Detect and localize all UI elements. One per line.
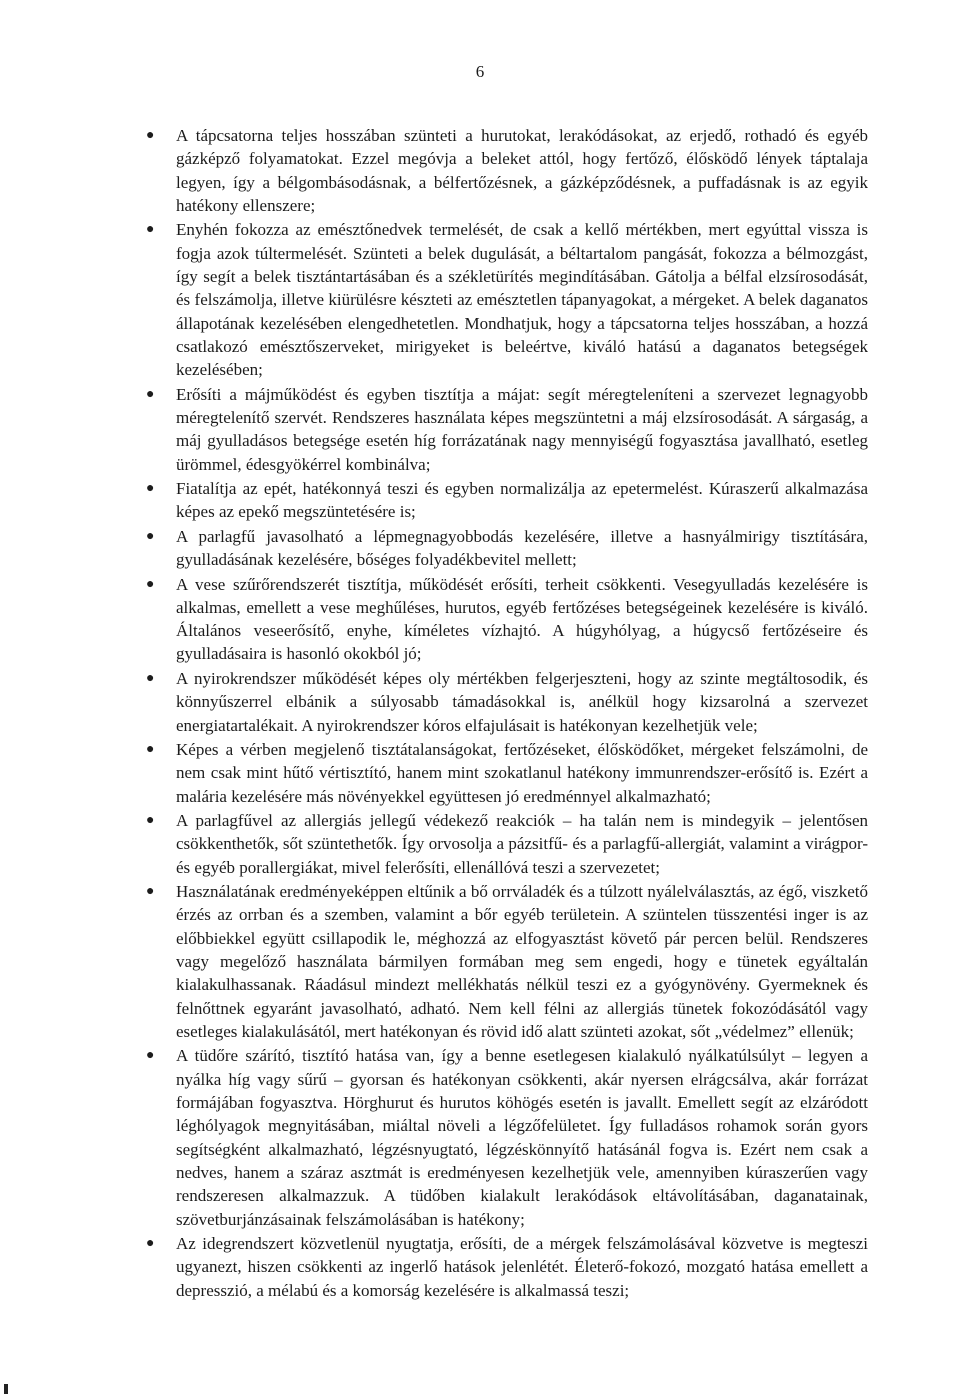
list-item-text: Képes a vérben megjelenő tisztátalanságokat, fertőzéseket, élősködőket, mérgeket felszámolni, de nem csak mint hűtő vértisztító, hanem mint szokatlanul hatékony immunrendszer-erősítő is. Ezért a malária kezelésére más növényekkel együttesen jó eredménnyel alkalmazható;: [176, 740, 868, 806]
bullet-icon: ●: [146, 884, 155, 900]
bullet-icon: ●: [146, 1048, 155, 1064]
bullet-icon: ●: [146, 670, 155, 686]
list-item: [146, 738, 868, 808]
list-item-text: A vese szűrőrendszerét tisztítja, működését erősíti, terheit csökkenti. Vesegyulladás kezelésére is alkalmas, emellett a vese meghűléses, hurutos, egyéb fertőzéses betegségeinek kezelésére is kiváló. Általános veseerősítő, enyhe, kíméletes vízhajtó. A húgyhólyag, a húgycső fertőzéseire és gyulladásaira is hasonló okokból jó;: [176, 574, 868, 664]
list-item-text: A tüdőre szárító, tisztító hatása van, így a benne esetlegesen kialakuló nyálkatúlsúlyt – legyen a nyálka híg vagy sűrű – gyorsan és hatékonyan csökkenti, akár nyersen elrágcsálva, akár forrázat formájában fogyasztva. Hörghurut és hurutos köhögés esetén is javallt. Emellett segít az elzáródott léghólyagok megnyitásában, miáltal növeli a légzőfelületet. Így fulladásos rohamok során gyors segítségként alkalmazható, légzésnyugtató, légzéskönnyítő hatásánál fogva is. Ezért nem csak a nedves, hanem a száraz asztmát is eredményesen kezelhetjük vele, amennyiben kúraszerűen vagy rendszeresen alkalmazzuk. A tüdőben kialakult lerakódások eltávolításában, daganatainak, szövetburjánzásainak felszámolásában is hatékony;: [176, 1046, 868, 1229]
page-number: 6: [475, 62, 485, 81]
bullet-icon: ●: [146, 1236, 155, 1252]
bullet-list: [146, 124, 868, 1303]
list-item-text: A parlagfű javasolható a lépmegnagyobbodás kezelésére, illetve a hasnyálmirigy tisztítására, gyulladásának kezelésére, bőséges folyadékbevitel mellett;: [176, 526, 868, 570]
list-item-text: Az idegrendszert közvetlenül nyugtatja, erősíti, de a mérgek felszámolásával közvetve is megteszi ugyanezt, hiszen csökkenti az ingerlő hatások jelenlétét. Életerő-fokozó, mozgató hatása emellett a depresszió, a mélabú és a komorság kezelésére is alkalmassá teszi;: [176, 1234, 868, 1300]
list-item: [146, 880, 868, 1043]
scan-edge-mark: [4, 1384, 8, 1394]
list-item-text: Fiatalítja az epét, hatékonnyá teszi és egyben normalizálja az epetermelést. Kúraszerű alkalmazása képes az epekő megszüntetésére is;: [176, 479, 868, 522]
list-item: [146, 809, 868, 879]
bullet-icon: ●: [146, 128, 155, 143]
list-item-text: Használatának eredményeképpen eltűnik a bő orrváladék és a túlzott nyálelválasztás, az égő, viszkető érzés az orrban és a szemben, valamint a bőr egyéb területein. A szüntelen tüsszentési inger is az előbbiekkel együtt csillapodik le, méghozzá az elfogyasztást követő pár percen belül. Rendszeres vagy megelőző használata bármilyen formában meg sem engedi, hogy e tünetek egyáltalán kialakulhassanak. Ráadásul mindezt mellékhatás nélkül teszi ez a gyógynövény. Gyermeknek és felnőttnek egyaránt javasolható, adható. Nem kell félni az allergiás tünetek fokozódásától vagy esetleges kialakulásától, mert hatékonyan és rövid idő alatt szünteti azokat, sőt „védelmez” ellenük;: [176, 882, 868, 1041]
list-item-text: A tápcsatorna teljes hosszában szünteti a hurutokat, lerakódásokat, az erjedő, rothadó és egyéb gázképző folyamatokat. Ezzel megóvja a beleket attól, hogy fertőző, élősködő lények táptalaja legyen, így a bélgombásodásnak, a bélfertőzésnek, a gázképződésnek, a puffadásnak is az egyik hatékony ellenszere;: [176, 126, 868, 215]
bullet-icon: ●: [146, 576, 155, 592]
bullet-icon: ●: [146, 528, 155, 544]
list-item: [146, 1044, 868, 1230]
list-item-text: Enyhén fokozza az emésztőnedvek termelését, de csak a kellő mértékben, mert egyúttal vissza is fogja azok túltermelését. Szünteti a belek dugulását, a béltartalom pangását, fokozza a bélmozgást, így segít a belek tisztántartásában és a székletürítés megindításában. Gátolja a bélfal elzsírosodását, és felszámolja, illetve kiürülésre készteti az emésztetlen tápanyagokat, a mérgeket. A belek daganatos állapotának kezelésében elengedhetetlen. Mondhatjuk, hogy a tápcsatorna teljes hosszában, a hozzá csatlakozó emésztőszerveket, mirigyeket is beleértve, kiváló hatású a daganatos betegségek kezelésében;: [176, 220, 868, 380]
list-item: [146, 573, 868, 666]
bullet-icon: ●: [146, 742, 155, 758]
list-item: [146, 477, 868, 524]
bullet-icon: ●: [146, 813, 155, 829]
bullet-icon: ●: [146, 481, 155, 497]
list-item-text: A parlagfűvel az allergiás jellegű védekező reakciók – ha talán nem is mindegyik – jelentősen csökkenthetők, sőt szüntethetők. Így orvosolja a pázsitfű- és a parlagfű-allergiát, valamint a virágpor- és egyéb porallergiákat, mivel felerősíti, ellenállóvá teszi a szervezetet;: [176, 811, 868, 877]
list-item: [146, 667, 868, 737]
list-item-text: A nyirokrendszer működését képes oly mértékben felgerjeszteni, hogy az szinte megtáltosodik, és könnyűszerrel elbánik a súlyosabb támadásokkal is, anélkül hogy kizsarolná a szervezet energiatartalékait. A nyirokrendszer kóros elfajulásait is hatékonyan kezelhetjük vele;: [176, 668, 868, 735]
list-item: [146, 218, 868, 381]
list-item: [146, 124, 868, 217]
bullet-icon: ●: [146, 222, 155, 238]
bullet-icon: ●: [146, 386, 155, 402]
list-item-text: Erősíti a májműködést és egyben tisztítja a májat: segít méregteleníteni a szervezet legnagyobb méregtelenítő szervét. Rendszeres használata képes megszüntetni a máj elzsírosodását. A sárgaság, a máj gyulladásos betegsége esetén híg forrázatának nagy mennyiségű fogyasztása javallható, esetleg ürömmel, édesgyökérrel kombinálva;: [176, 384, 868, 474]
list-item: [146, 383, 868, 476]
list-item: [146, 525, 868, 572]
list-item: [146, 1232, 868, 1302]
